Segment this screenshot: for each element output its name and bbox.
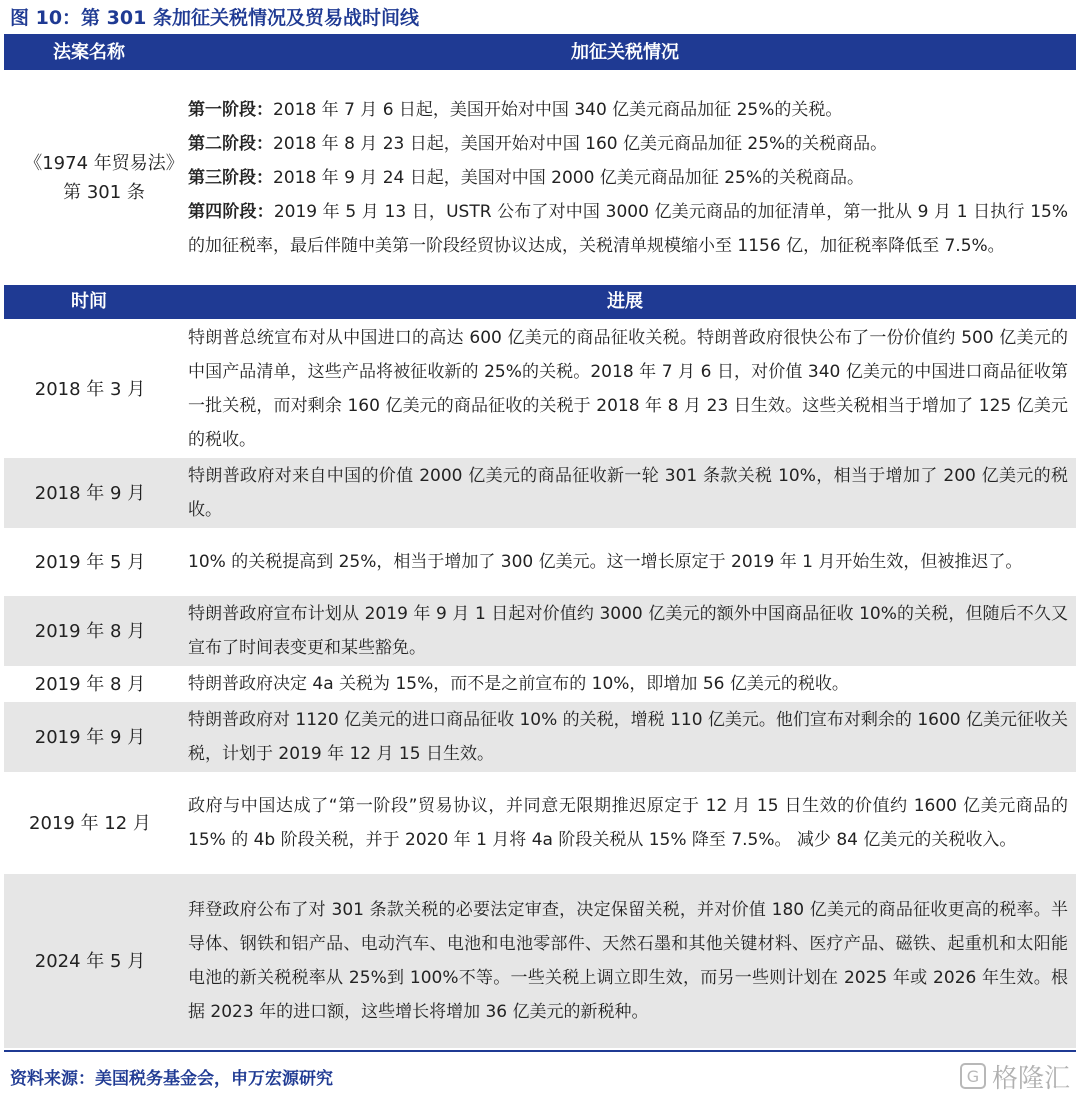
row-progress: 特朗普总统宣布对从中国进口的高达 600 亿美元的商品征收关税。特朗普政府很快公布了一份价值约 500 亿美元的中国产品清单，这些产品将被征收新的 25%的关税。2018 年 7 月 6 日，对价值 340 亿美元的中国进口商品征收第一批关税，而对剩余 160 亿美元的商品征收的关税于 2018 年 8 月 23 日生效。这些关税相当于增加了 125 亿美元的税收。 — [188, 328, 1068, 450]
table1-header — [4, 36, 1076, 70]
phases-cell — [188, 72, 1068, 284]
table-row — [4, 874, 1076, 1048]
row-progress: 政府与中国达成了“第一阶段”贸易协议，并同意无限期推迟原定于 12 月 15 日生效的价值约 1600 亿美元商品的 15% 的 4b 阶段关税，并于 2020 年 1 月将 4a 阶段关税从 15% 降至 7.5%。 减少 84 亿美元的关税收入。 — [188, 796, 1069, 850]
header-law-name: 法案名称 — [53, 42, 125, 63]
law-name-cell — [4, 72, 204, 284]
table-row — [4, 596, 1076, 666]
table-row — [4, 528, 1076, 596]
phase-4: 第四阶段：2019 年 5 月 13 日，USTR 公布了对中国 3000 亿美元商品的加征清单，第一批从 9 月 1 日执行 15%的加征税率，最后伴随中美第一阶段经贸协议达成，关税清单规模缩小至 1156 亿，加征税率降低至 7.5%。 — [188, 202, 1068, 256]
figure-title: 图 10：第 301 条加征关税情况及贸易战时间线 — [10, 7, 419, 29]
row-progress: 特朗普政府对来自中国的价值 2000 亿美元的商品征收新一轮 301 条款关税 10%，相当于增加了 200 亿美元的税收。 — [188, 466, 1068, 520]
table-row — [4, 772, 1076, 874]
row-time: 2019 年 12 月 — [29, 812, 151, 834]
phase-1: 第一阶段：2018 年 7 月 6 日起，美国开始对中国 340 亿美元商品加征 25%的关税。 — [188, 100, 843, 120]
source-note: 资料来源：美国税务基金会，申万宏源研究 — [10, 1069, 333, 1089]
row-progress: 特朗普政府宣布计划从 2019 年 9 月 1 日起对价值约 3000 亿美元的额外中国商品征收 10%的关税，但随后不久又宣布了时间表变更和某些豁免。 — [188, 604, 1068, 658]
row-progress: 10% 的关税提高到 25%，相当于增加了 300 亿美元。这一增长原定于 2019 年 1 月开始生效，但被推迟了。 — [188, 552, 1023, 572]
row-time: 2019 年 5 月 — [34, 551, 146, 573]
header-time: 时间 — [71, 291, 107, 312]
header-progress: 进展 — [607, 291, 643, 312]
table-row — [4, 458, 1076, 528]
bottom-rule — [4, 1050, 1076, 1052]
watermark — [960, 1060, 1070, 1092]
row-time: 2019 年 9 月 — [34, 726, 146, 748]
phase-3: 第三阶段：2018 年 9 月 24 日起，美国对中国 2000 亿美元商品加征 25%的关税商品。 — [188, 168, 864, 188]
table2-header — [4, 285, 1076, 319]
row-time: 2019 年 8 月 — [34, 673, 146, 695]
row-time: 2018 年 9 月 — [34, 482, 146, 504]
row-time: 2019 年 8 月 — [34, 620, 146, 642]
phase-2: 第二阶段：2018 年 8 月 23 日起，美国开始对中国 160 亿美元商品加征 25%的关税商品。 — [188, 134, 888, 154]
row-time: 2018 年 3 月 — [34, 378, 146, 400]
watermark-text: 格隆汇 — [991, 1063, 1070, 1094]
table-row — [4, 666, 1076, 702]
table-row — [4, 320, 1076, 458]
header-tariff-status: 加征关税情况 — [571, 42, 679, 63]
table1-row — [4, 72, 1076, 284]
law-name: 《1974 年贸易法》第 301 条 — [24, 153, 184, 203]
row-progress: 拜登政府公布了对 301 条款关税的必要法定审查，决定保留关税，并对价值 180 亿美元的商品征收更高的税率。半导体、钢铁和铝产品、电动汽车、电池和电池零部件、天然石墨和其他关键材料、医疗产品、磁铁、起重机和太阳能电池的新关税税率从 25%到 100%不等。一些关税上调立即生效，而另一些则计划在 2025 年或 2026 年生效。根据 2023 年的进口额，这些增长将增加 36 亿美元的新税种。 — [188, 900, 1068, 1022]
logo-icon: G — [960, 1063, 986, 1089]
table-row — [4, 702, 1076, 772]
row-time: 2024 年 5 月 — [34, 950, 146, 972]
row-progress: 特朗普政府对 1120 亿美元的进口商品征收 10% 的关税，增税 110 亿美元。他们宣布对剩余的 1600 亿美元征收关税，计划于 2019 年 12 月 15 日生效。 — [188, 710, 1068, 764]
row-progress: 特朗普政府决定 4a 关税为 15%，而不是之前宣布的 10%，即增加 56 亿美元的税收。 — [188, 674, 849, 694]
